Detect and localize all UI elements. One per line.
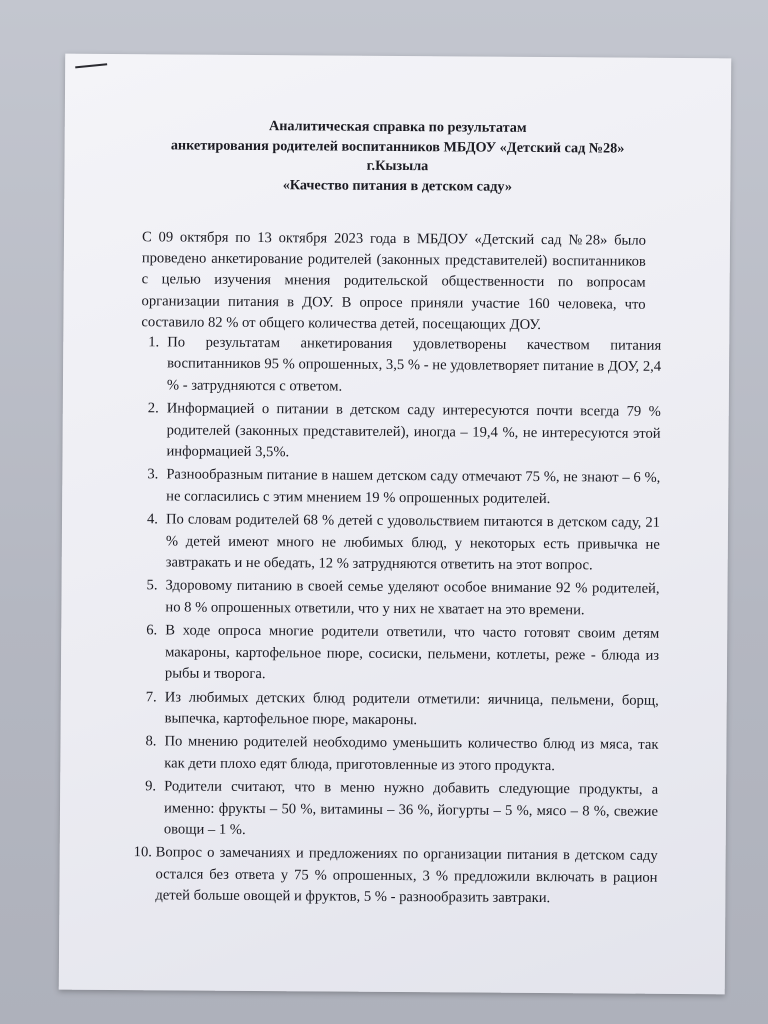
item-text: По словам родителей 68 % детей с удовольствием питаются в детском саду, 21 % детей имеют много не любимых блюд, у некоторых есть привычка не завтракать и не обедать, 12 % затрудняются ответить на этот вопрос. (165, 511, 661, 574)
item-number: 5. (146, 577, 158, 594)
item-text: Информацией о питании в детском саду интересуются почти всегда 79 % родителей (законных представителей), иногда – 19,4 %, не интересуются этой информацией 3,5%. (166, 400, 661, 461)
findings-list (133, 332, 662, 912)
list-item (133, 843, 658, 911)
item-number: 9. (145, 778, 157, 795)
list-item (138, 732, 658, 778)
item-text: В ходе опроса многие родители ответили, что часто готовят своим детям макароны, картофельное пюре, сосиски, пельмени, котлеты, реже - блюда из рыбы и творога. (164, 622, 660, 683)
title-line-4: «Качество питания в детском саду» (282, 176, 513, 195)
item-number: 6. (146, 622, 158, 639)
list-item (141, 332, 661, 400)
item-text: Вопрос о замечаниях и предложениях по организации питания в детском саду остался без ответа у 75 % опрошенных, 3 % предложили включать в рацион детей больше овощей и фруктов, 5 % - разнообразить завтраки. (155, 844, 658, 907)
title-line-2: анкетирования родителей воспитанников МБДОУ «Детский сад №28» (170, 136, 625, 157)
item-text: По результатам анкетирования удовлетворены качеством питания воспитанников 95 % опрошенных, 3,5 % - не удовлетворяет питание в ДОУ, 2,4 % - затрудняются с ответом. (166, 334, 662, 395)
item-number: 2. (147, 400, 159, 417)
list-item (139, 576, 659, 622)
list-item (139, 687, 659, 733)
pen-mark (75, 63, 107, 68)
item-text: Родители считают, что в меню нужно добавить следующие продукты, а именно: фрукты – 50 %, витамины – 36 %, йогурты – 5 %, мясо – 8 %, свежие овощи – 1 %. (163, 778, 659, 838)
item-text: По мнению родителей необходимо уменьшить количество блюд из мяса, так как дети плохо едят блюда, приготовленные из этого продукта. (164, 733, 659, 774)
item-text: Здоровому питанию в своей семье уделяют особое внимание 92 % родителей, но 8 % опрошенных ответили, что у них не хватает на это времени. (165, 577, 660, 619)
list-item (138, 776, 658, 844)
item-number: 1. (148, 334, 160, 351)
item-number: 4. (146, 511, 159, 528)
paper-sheet (59, 54, 732, 995)
list-item (139, 620, 659, 688)
item-text: Из любимых детских блюд родители отметили: яичница, пельмени, борщ, выпечка, картофельное пюре, макароны. (164, 688, 659, 729)
item-number: 10. (133, 844, 153, 861)
list-item (140, 509, 660, 577)
title-line-1: Аналитическая справка по результатам (268, 118, 527, 136)
document-title (64, 116, 731, 199)
title-line-3: г.Кызыла (366, 157, 429, 175)
list-item (140, 465, 660, 511)
intro-paragraph: С 09 октября по 13 октября 2023 года в МБДОУ «Детский сад №28» было проведено анкетирование родителей (законных представителей) воспитанников с целью изучения мнения родительской общественности по вопросам организации питания в ДОУ. В опросе приняли участие 160 человека, что составило 82 % от общего количества детей, посещающих ДОУ. (141, 228, 647, 334)
list-item (140, 398, 660, 466)
item-number: 8. (145, 733, 157, 750)
item-number: 3. (147, 466, 159, 483)
item-number: 7. (145, 688, 157, 705)
item-text: Разнообразным питание в нашем детском саду отмечают 75 %, не знают – 6 %, не согласились с этим мнением 19 % опрошенных родителей. (166, 466, 661, 507)
